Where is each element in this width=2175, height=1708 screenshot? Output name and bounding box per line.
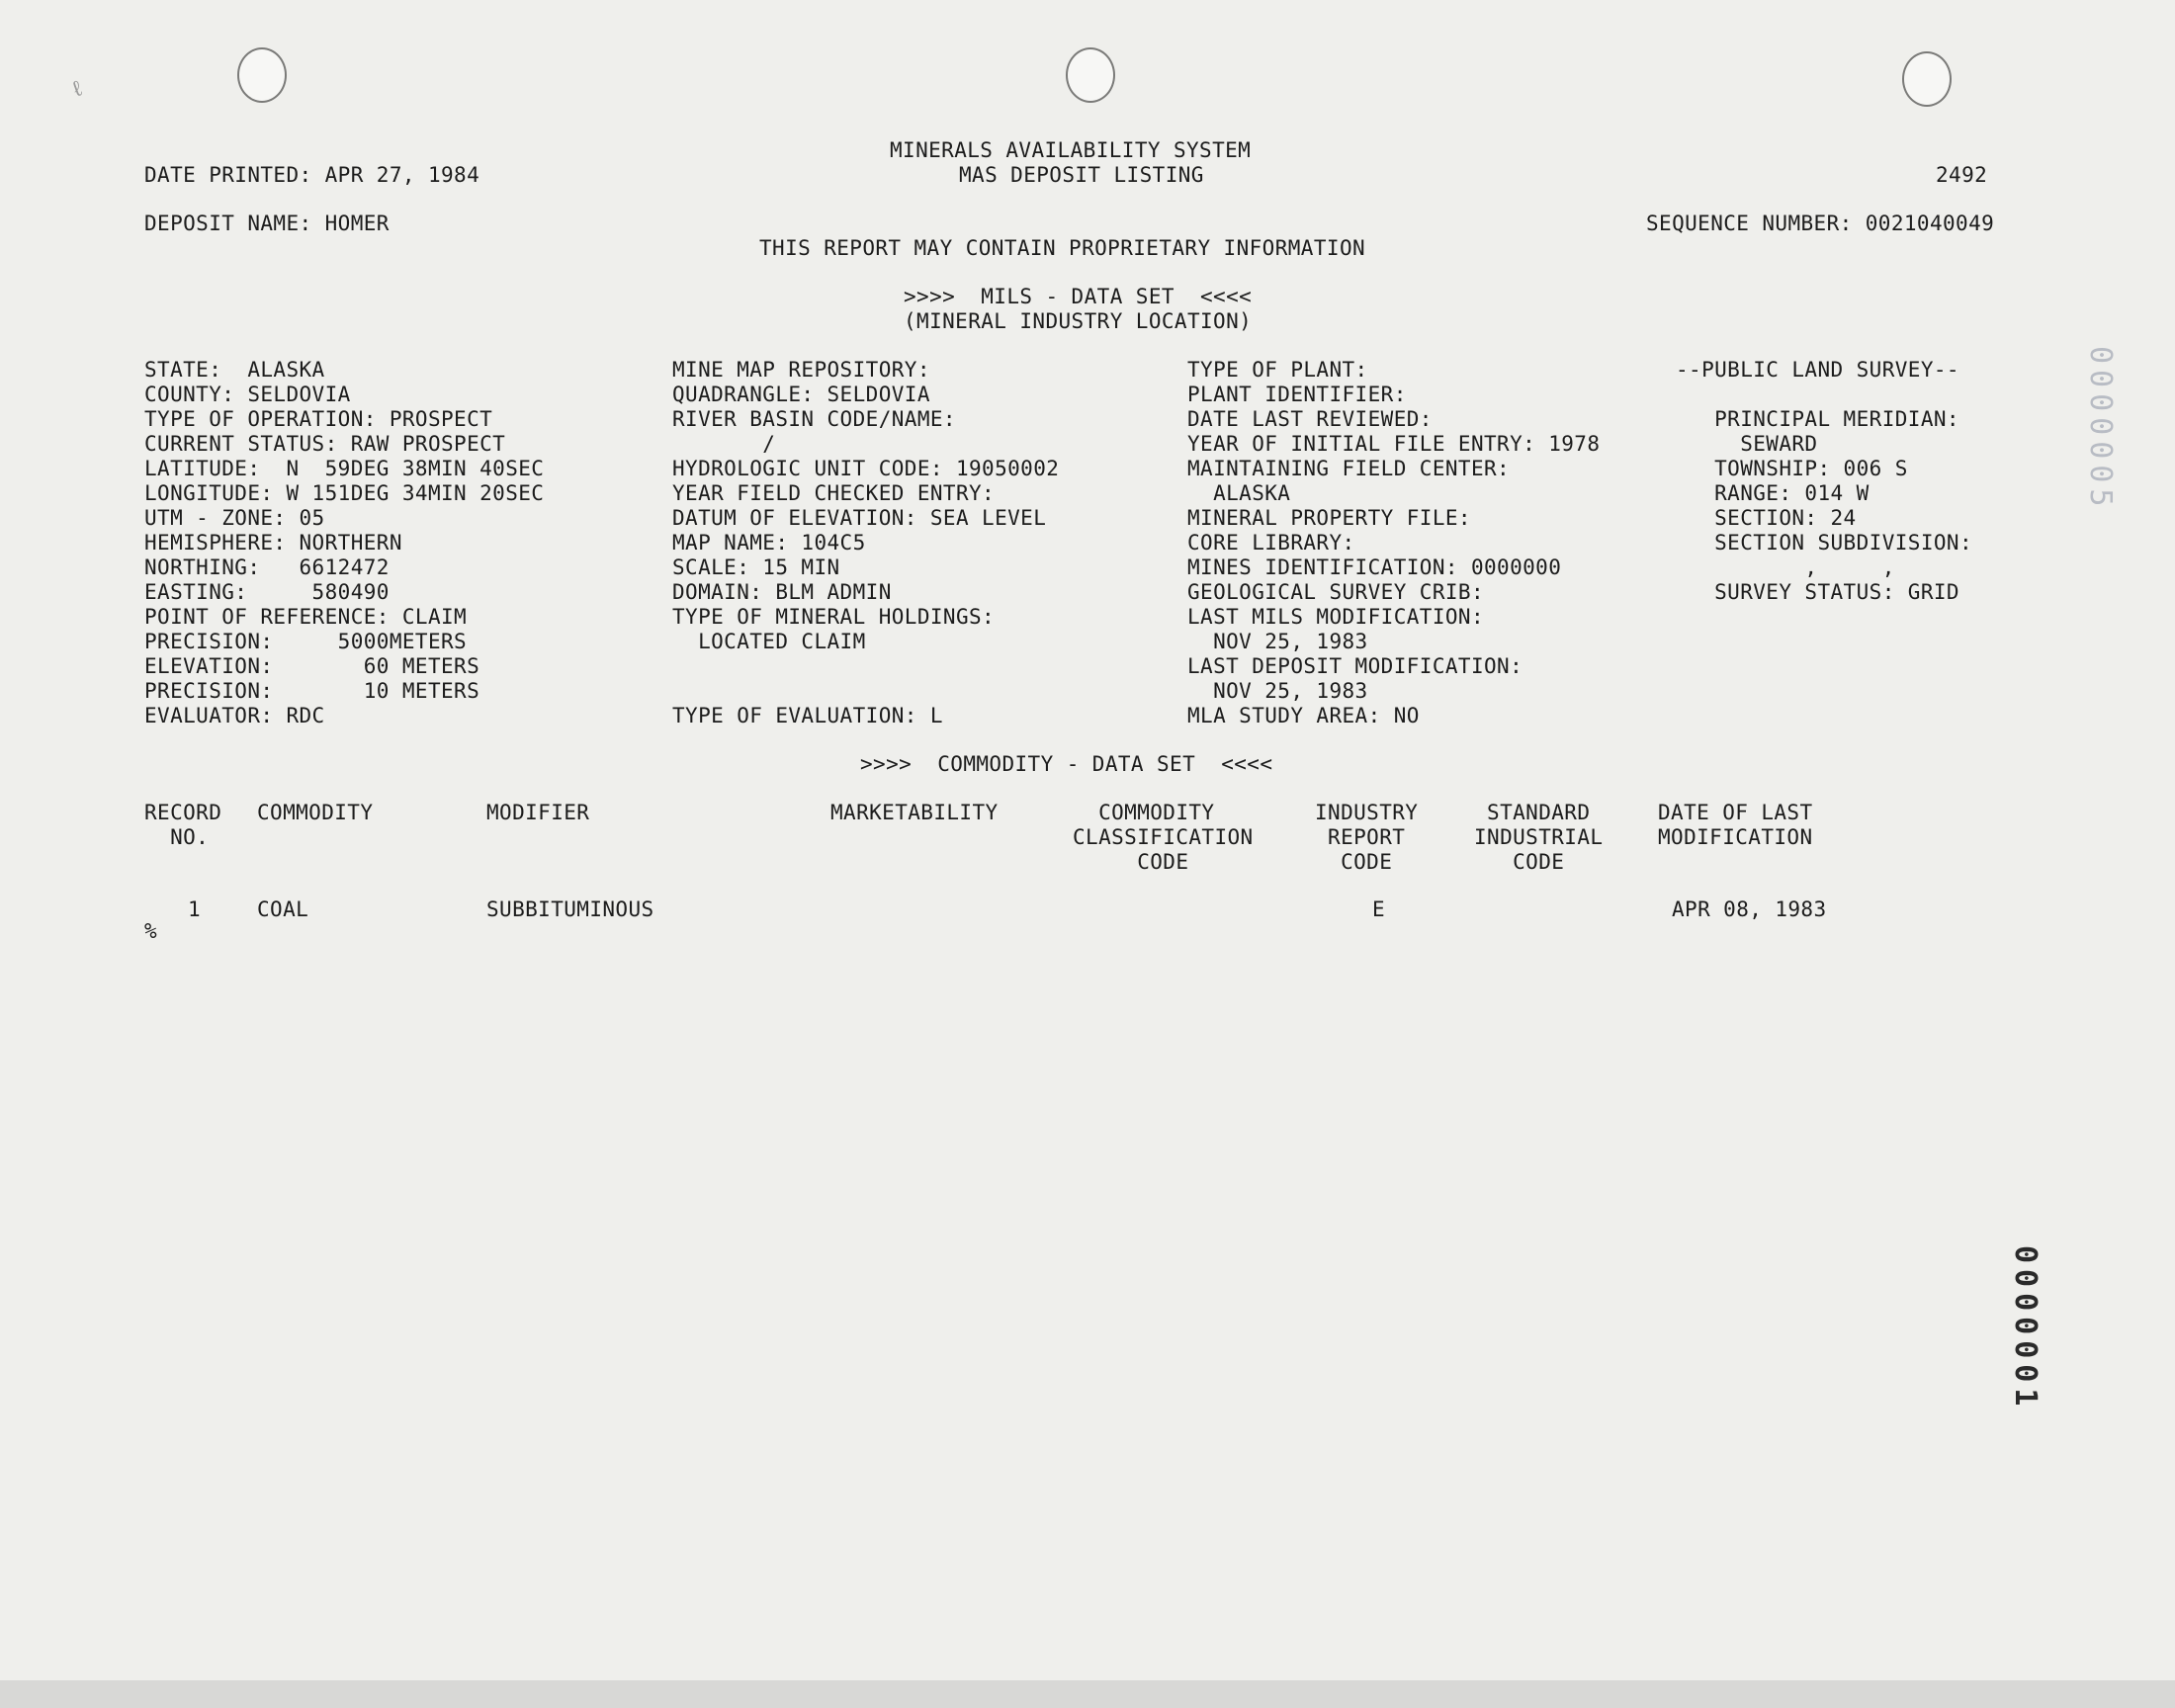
field-last-mils-mod-value: NOV 25, 1983: [1187, 630, 1368, 653]
field-datum-elevation: DATUM OF ELEVATION: SEA LEVEL: [672, 506, 1047, 530]
field-hydrologic-unit: HYDROLOGIC UNIT CODE: 19050002: [672, 457, 1060, 480]
header-marketability: MARKETABILITY: [830, 801, 999, 824]
header-date-last-modification: DATE OF LAST MODIFICATION: [1658, 801, 1813, 849]
field-longitude: LONGITUDE: W 151DEG 34MIN 20SEC: [144, 481, 545, 505]
proprietary-notice: THIS REPORT MAY CONTAIN PROPRIETARY INFORMATION: [759, 236, 1366, 260]
field-mineral-holdings: TYPE OF MINERAL HOLDINGS:: [672, 605, 996, 629]
mils-title: >>>> MILS - DATA SET <<<<: [904, 285, 1253, 308]
field-principal-meridian: PRINCIPAL MERIDIAN:: [1676, 407, 1959, 431]
field-core-library: CORE LIBRARY:: [1187, 531, 1355, 555]
field-plant-type: TYPE OF PLANT:: [1187, 358, 1368, 382]
field-range: RANGE: 014 W: [1676, 481, 1870, 505]
cell-industry-code: E: [1372, 897, 1386, 921]
field-township: TOWNSHIP: 006 S: [1676, 457, 1908, 480]
cell-commodity: COAL: [257, 897, 309, 921]
field-last-deposit-mod-value: NOV 25, 1983: [1187, 679, 1368, 703]
field-operation-type: TYPE OF OPERATION: PROSPECT: [144, 407, 493, 431]
field-precision-elevation: PRECISION: 10 METERS: [144, 679, 480, 703]
field-plant-identifier: PLANT IDENTIFIER:: [1187, 383, 1407, 406]
field-survey-status: SURVEY STATUS: GRID: [1676, 580, 1959, 604]
pls-title: --PUBLIC LAND SURVEY--: [1676, 358, 1959, 382]
field-evaluator: EVALUATOR: RDC: [144, 704, 325, 727]
faint-number-stamp: 0000005: [2083, 346, 2118, 513]
field-latitude: LATITUDE: N 59DEG 38MIN 40SEC: [144, 457, 545, 480]
header-modifier: MODIFIER: [486, 801, 590, 824]
footer-mark: %: [144, 919, 158, 943]
deposit-name: DEPOSIT NAME: HOMER: [144, 212, 390, 235]
field-domain: DOMAIN: BLM ADMIN: [672, 580, 892, 604]
punch-hole-center: [1066, 47, 1115, 103]
field-initial-entry-year: YEAR OF INITIAL FILE ENTRY: 1978: [1187, 432, 1601, 456]
pen-mark: ℓ: [66, 75, 88, 104]
header-classification-code: COMMODITY CLASSIFICATION CODE: [1073, 801, 1254, 874]
field-last-mils-mod: LAST MILS MODIFICATION:: [1187, 605, 1484, 629]
system-title: MINERALS AVAILABILITY SYSTEM: [890, 138, 1252, 162]
field-state: STATE: ALASKA: [144, 358, 325, 382]
field-date-last-reviewed: DATE LAST REVIEWED:: [1187, 407, 1433, 431]
listing-title: MAS DEPOSIT LISTING: [959, 163, 1204, 187]
field-mine-map-repository: MINE MAP REPOSITORY:: [672, 358, 930, 382]
field-county: COUNTY: SELDOVIA: [144, 383, 351, 406]
header-record-no: RECORD NO.: [144, 801, 222, 849]
punch-hole-left: [237, 47, 287, 103]
field-river-basin: RIVER BASIN CODE/NAME:: [672, 407, 956, 431]
field-mines-id: MINES IDENTIFICATION: 0000000: [1187, 555, 1562, 579]
field-evaluation-type: TYPE OF EVALUATION: L: [672, 704, 943, 727]
date-printed: DATE PRINTED: APR 27, 1984: [144, 163, 480, 187]
field-section-subdivision: SECTION SUBDIVISION:: [1676, 531, 1972, 555]
mils-subtitle: (MINERAL INDUSTRY LOCATION): [904, 309, 1253, 333]
field-section: SECTION: 24: [1676, 506, 1857, 530]
sequence-number: SEQUENCE NUMBER: 0021040049: [1646, 212, 1995, 235]
field-mla-study-area: MLA STUDY AREA: NO: [1187, 704, 1420, 727]
field-mineral-holdings-value: LOCATED CLAIM: [672, 630, 866, 653]
header-industry-report-code: INDUSTRY REPORT CODE: [1315, 801, 1419, 874]
field-river-basin-value: /: [672, 432, 776, 456]
field-map-name: MAP NAME: 104C5: [672, 531, 866, 555]
field-point-of-reference: POINT OF REFERENCE: CLAIM: [144, 605, 468, 629]
field-field-center-value: ALASKA: [1187, 481, 1291, 505]
field-precision-location: PRECISION: 5000METERS: [144, 630, 468, 653]
field-property-file: MINERAL PROPERTY FILE:: [1187, 506, 1471, 530]
commodity-title: >>>> COMMODITY - DATA SET <<<<: [860, 752, 1273, 776]
cell-date: APR 08, 1983: [1672, 897, 1827, 921]
field-utm-zone: UTM - ZONE: 05: [144, 506, 325, 530]
cell-modifier: SUBBITUMINOUS: [486, 897, 654, 921]
header-sic-code: STANDARD INDUSTRIAL CODE: [1474, 801, 1604, 874]
punch-hole-right: [1902, 51, 1952, 107]
page-number: 2492: [1936, 163, 1988, 187]
field-northing: NORTHING: 6612472: [144, 555, 390, 579]
header-commodity: COMMODITY: [257, 801, 374, 824]
field-year-field-checked: YEAR FIELD CHECKED ENTRY:: [672, 481, 996, 505]
cell-record: 1: [188, 897, 202, 921]
field-principal-meridian-value: SEWARD: [1676, 432, 1818, 456]
field-survey-crib: GEOLOGICAL SURVEY CRIB:: [1187, 580, 1484, 604]
field-current-status: CURRENT STATUS: RAW PROSPECT: [144, 432, 506, 456]
field-quadrangle: QUADRANGLE: SELDOVIA: [672, 383, 930, 406]
field-field-center: MAINTAINING FIELD CENTER:: [1187, 457, 1511, 480]
number-stamp: 0000001: [2008, 1245, 2043, 1412]
field-easting: EASTING: 580490: [144, 580, 390, 604]
field-hemisphere: HEMISPHERE: NORTHERN: [144, 531, 402, 555]
field-last-deposit-mod: LAST DEPOSIT MODIFICATION:: [1187, 654, 1523, 678]
field-scale: SCALE: 15 MIN: [672, 555, 840, 579]
field-elevation: ELEVATION: 60 METERS: [144, 654, 480, 678]
field-section-subdivision-value: , ,: [1676, 555, 1895, 579]
